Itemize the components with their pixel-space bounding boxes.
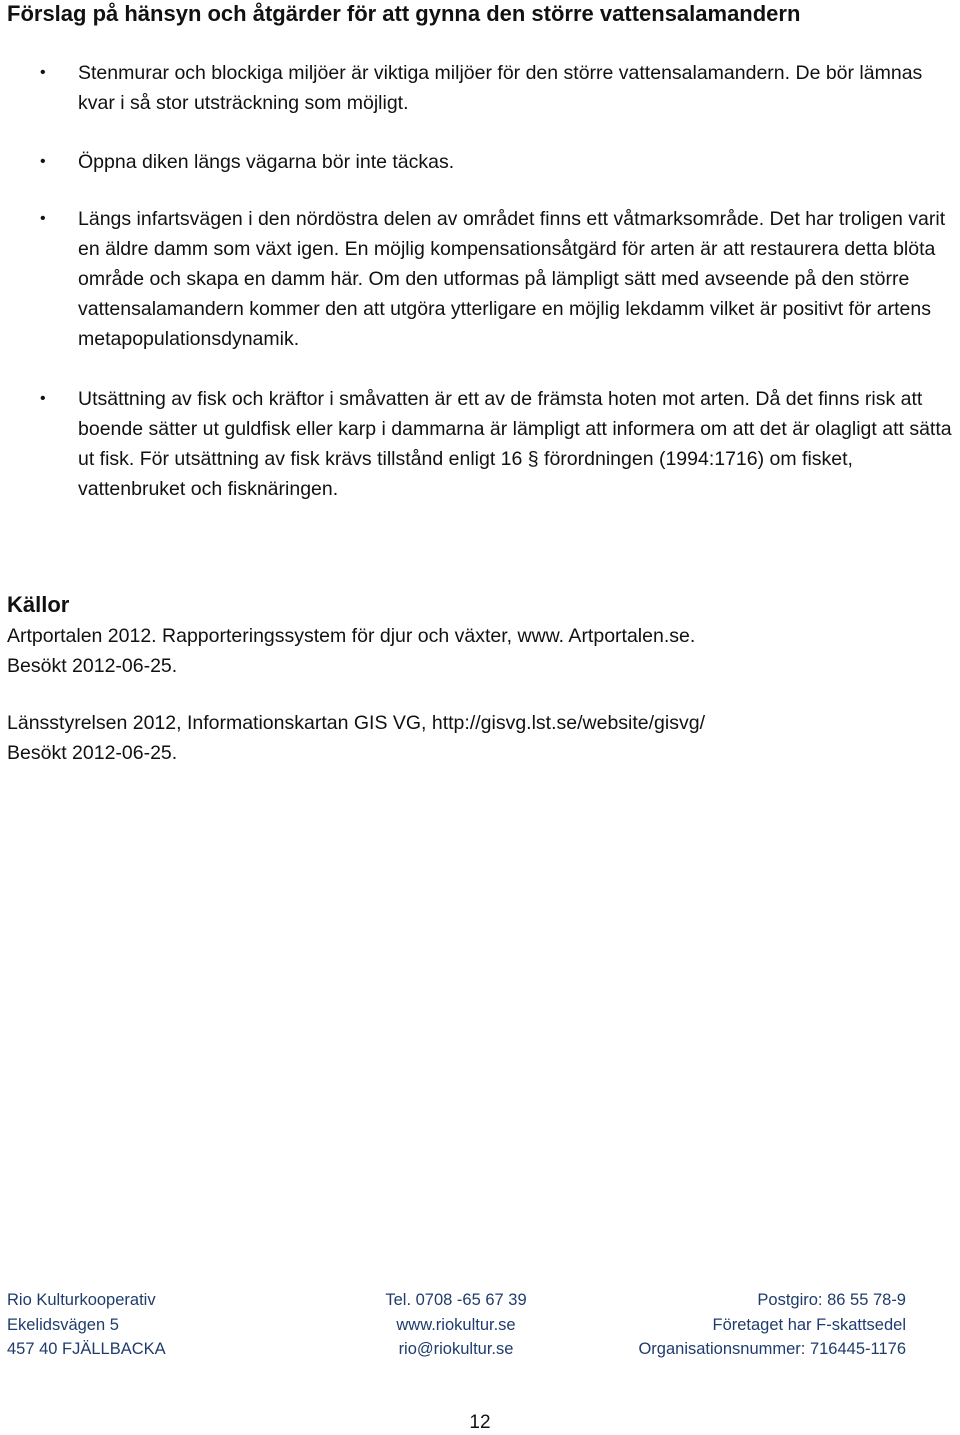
sources-heading: Källor — [7, 592, 70, 617]
footer-address — [7, 1288, 166, 1362]
list-item — [0, 58, 960, 118]
tax-status: Företaget har F-skattsedel — [712, 1315, 906, 1334]
list-item-text: Stenmurar och blockiga miljöer är viktiga miljöer för den större vattensalamandern. De bör lämnas kvar i så stor utsträckning som möjligt. — [78, 62, 923, 114]
bullet-icon: • — [40, 390, 46, 407]
bullet-icon: • — [40, 64, 46, 81]
list-item-text: Öppna diken längs vägarna bör inte täckas. — [78, 151, 455, 173]
list-item — [0, 204, 960, 354]
source-citation: Länsstyrelsen 2012, Informationskartan GIS VG, http://gisvg.lst.se/website/gisvg/ — [7, 712, 706, 734]
street-address: Ekelidsvägen 5 — [7, 1315, 119, 1334]
list-item — [0, 147, 960, 177]
footer-registration — [638, 1288, 906, 1362]
page-title: Förslag på hänsyn och åtgärder för att gynna den större vattensalamandern — [7, 1, 801, 26]
footer-contact — [340, 1288, 572, 1362]
organisation-number: Organisationsnummer: 716445-1176 — [638, 1340, 906, 1358]
website: www.riokultur.se — [396, 1315, 516, 1334]
company-name: Rio Kulturkooperativ — [7, 1291, 156, 1309]
source-visited-date: Besökt 2012-06-25. — [7, 655, 178, 677]
list-item — [0, 384, 960, 504]
bullet-icon: • — [40, 210, 46, 227]
bullet-icon: • — [40, 153, 46, 170]
source-entry — [7, 708, 947, 768]
measures-list — [0, 58, 960, 504]
list-item-text: Längs infartsvägen i den nördöstra delen av området finns ett våtmarksområde. Det har troligen varit en äldre damm som växt igen. En möjlig kompensationsåtgärd för arten är att restaurera detta blöta område och skapa en damm här. Om den utformas på lämpligt sätt med avseende på den större vattensalamandern kommer den att utgöra ytterligare en möjlig lekdamm vilket är positivt för artens metapopulationsdynamik. — [78, 208, 946, 350]
list-item-text: Utsättning av fisk och kräftor i småvatten är ett av de främsta hoten mot arten. Då det finns risk att boende sätter ut guldfisk eller karp i dammarna är lämpligt att informera om att det är olagligt att sätta ut fisk. För utsättning av fisk krävs tillstånd enligt 16 § förordningen (1994:1716) om fisket, vattenbruket och fisknäringen. — [78, 388, 952, 500]
sources-list — [7, 621, 947, 768]
page-number: 12 — [469, 1412, 491, 1433]
postal-address: 457 40 FJÄLLBACKA — [7, 1340, 166, 1358]
source-visited-date: Besökt 2012-06-25. — [7, 742, 178, 764]
source-entry — [7, 621, 947, 681]
source-citation: Artportalen 2012. Rapporteringssystem för djur och växter, www. Artportalen.se. — [7, 625, 696, 647]
phone-number: Tel. 0708 -65 67 39 — [385, 1291, 527, 1309]
postgiro: Postgiro: 86 55 78-9 — [757, 1291, 906, 1309]
email: rio@riokultur.se — [398, 1340, 514, 1358]
